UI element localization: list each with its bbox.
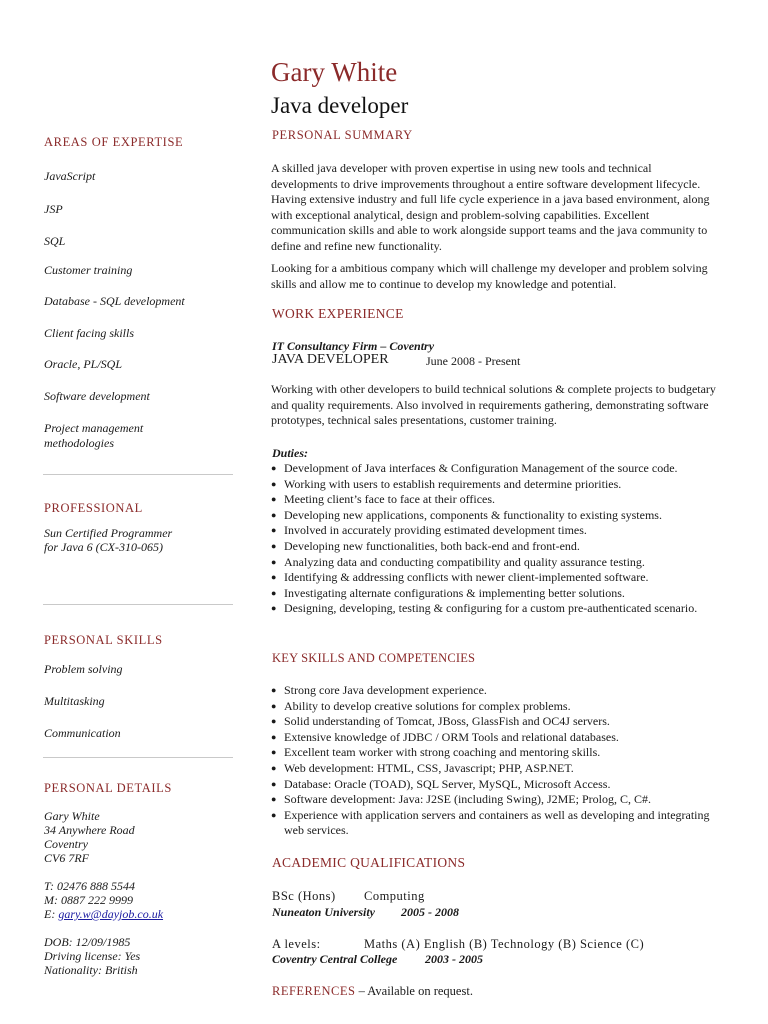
- duties-list: [271, 461, 726, 617]
- phone: T: 02476 888 5544: [44, 879, 136, 893]
- address-line: Gary White: [44, 809, 100, 823]
- personal-skills-heading: PERSONAL SKILLS: [44, 633, 163, 647]
- alevels-subjects: Maths (A) English (B) Technology (B) Science (C): [364, 937, 645, 951]
- nationality: Nationality: British: [44, 963, 138, 977]
- email-link[interactable]: gary.w@dayjob.co.uk: [58, 907, 164, 921]
- driving-license: Driving license: Yes: [44, 949, 141, 963]
- professional-text: Sun Certified Programmer for Java 6 (CX-310-065): [44, 526, 173, 554]
- dob: DOB: 12/09/1985: [44, 935, 131, 949]
- skill-bullet: ● Ability to develop creative solutions for complex problems.: [271, 699, 716, 715]
- candidate-name: Gary White: [271, 57, 398, 87]
- skill-bullet: ● Extensive knowledge of JDBC / ORM Tools and relational databases.: [271, 730, 716, 746]
- expertise-item: Oracle, PL/SQL: [44, 357, 122, 371]
- duty-item: ● Development of Java interfaces & Configuration Management of the source code.: [271, 461, 726, 477]
- summary-heading: PERSONAL SUMMARY: [272, 128, 413, 142]
- key-skills-list: [271, 683, 716, 839]
- skill-bullet: ● Web development: HTML, CSS, Javascript; PHP, ASP.NET.: [271, 761, 716, 777]
- summary-paragraph: Looking for a ambitious company which will challenge my developer and problem solving skills and allow me to continue to develop my knowledge and potential.: [271, 261, 708, 291]
- key-skills-heading: KEY SKILLS AND COMPETENCIES: [272, 651, 476, 665]
- skill-item: Communication: [44, 726, 121, 740]
- sidebar-divider: [43, 757, 233, 758]
- expertise-item: Project management methodologies: [44, 421, 144, 450]
- job-title: Java developer: [271, 93, 409, 118]
- sidebar-divider: [43, 604, 233, 605]
- duties-label: Duties: [272, 446, 305, 460]
- duty-item: ● Investigating alternate configurations & implementing better solutions.: [271, 586, 726, 602]
- job-dates: June 2008 - Present: [426, 354, 521, 368]
- expertise-heading: AREAS OF EXPERTISE: [44, 135, 184, 149]
- duty-item: ● Developing new functionalities, both back-end and front-end.: [271, 539, 726, 555]
- university-dates: 2005 - 2008: [401, 905, 459, 919]
- college: Coventry Central College: [272, 952, 398, 966]
- duty-item: ● Developing new applications, components & functionality to existing systems.: [271, 508, 726, 524]
- expertise-item: JavaScript: [44, 169, 96, 183]
- job-description: Working with other developers to build technical solutions & complete projects to budgetary and quality requirements. Also involved in requirements gathering, demonstrating software prototypes, technical sales presentations, customer training.: [271, 382, 716, 428]
- skill-bullet: ● Excellent team worker with strong coaching and mentoring skills.: [271, 745, 716, 761]
- references-heading: REFERENCES: [272, 984, 356, 998]
- alevels-label: A levels:: [272, 937, 321, 951]
- personal-details-heading: PERSONAL DETAILS: [44, 781, 172, 795]
- duties-label-row: Duties:: [272, 446, 309, 460]
- duty-item: ● Working with users to establish requirements and determine priorities.: [271, 477, 726, 493]
- email-row: [44, 907, 163, 922]
- skill-bullet: ● Solid understanding of Tomcat, JBoss, GlassFish and OC4J servers.: [271, 714, 716, 730]
- references-row: [272, 984, 473, 999]
- expertise-item: SQL: [44, 234, 66, 248]
- references-text: – Available on request.: [358, 984, 473, 998]
- skill-bullet: ● Strong core Java development experience.: [271, 683, 716, 699]
- skill-item: Multitasking: [44, 694, 105, 708]
- work-heading: WORK EXPERIENCE: [272, 306, 404, 321]
- university: Nuneaton University: [272, 905, 376, 919]
- duty-item: ● Involved in accurately providing estimated development times.: [271, 523, 726, 539]
- job-role: JAVA DEVELOPER: [272, 352, 389, 367]
- skill-bullet: ● Experience with application servers and containers as well as developing and integrating web services.: [271, 808, 716, 839]
- skill-bullet: ● Software development: Java: J2SE (including Swing), J2ME; Prolog, C, C#.: [271, 792, 716, 808]
- academic-heading: ACADEMIC QUALIFICATIONS: [272, 855, 466, 870]
- duty-item: ● Meeting client’s face to face at their offices.: [271, 492, 726, 508]
- expertise-item: Database - SQL development: [44, 294, 185, 308]
- duty-item: ● Analyzing data and conducting compatibility and quality assurance testing.: [271, 555, 726, 571]
- expertise-item: JSP: [44, 202, 63, 216]
- duty-item: ● Identifying & addressing conflicts with newer client-implemented software.: [271, 570, 726, 586]
- skill-item: Problem solving: [44, 662, 123, 676]
- college-dates: 2003 - 2005: [425, 952, 483, 966]
- address-line: 34 Anywhere Road: [44, 823, 135, 837]
- expertise-item: Customer training: [44, 263, 133, 277]
- expertise-item: Software development: [44, 389, 150, 403]
- duty-item: ● Designing, developing, testing & configuring for a custom pre-authenticated scenario.: [271, 601, 726, 617]
- professional-heading: PROFESSIONAL: [44, 501, 143, 515]
- summary-paragraph: A skilled java developer with proven expertise in using new tools and technical developments to drive improvements throughout a entire software development lifecycle. Having extensive industry and full life cycle experience in a java based environment, along with exceptional analytical, design and problem-solving capabilities. Excellent communication skills and able to work alongside support teams and the java community to define and refine new functionality.: [271, 161, 710, 253]
- address-line: Coventry: [44, 837, 88, 851]
- skill-bullet: ● Database: Oracle (TOAD), SQL Server, MySQL, Microsoft Access.: [271, 777, 716, 793]
- degree-subject: Computing: [364, 889, 425, 903]
- degree: BSc (Hons): [272, 889, 336, 903]
- email-label: E:: [44, 907, 56, 921]
- mobile: M: 0887 222 9999: [44, 893, 133, 907]
- expertise-item: Client facing skills: [44, 326, 134, 340]
- address-line: CV6 7RF: [44, 851, 89, 865]
- sidebar-divider: [43, 474, 233, 475]
- employer: IT Consultancy Firm – Coventry: [272, 339, 435, 353]
